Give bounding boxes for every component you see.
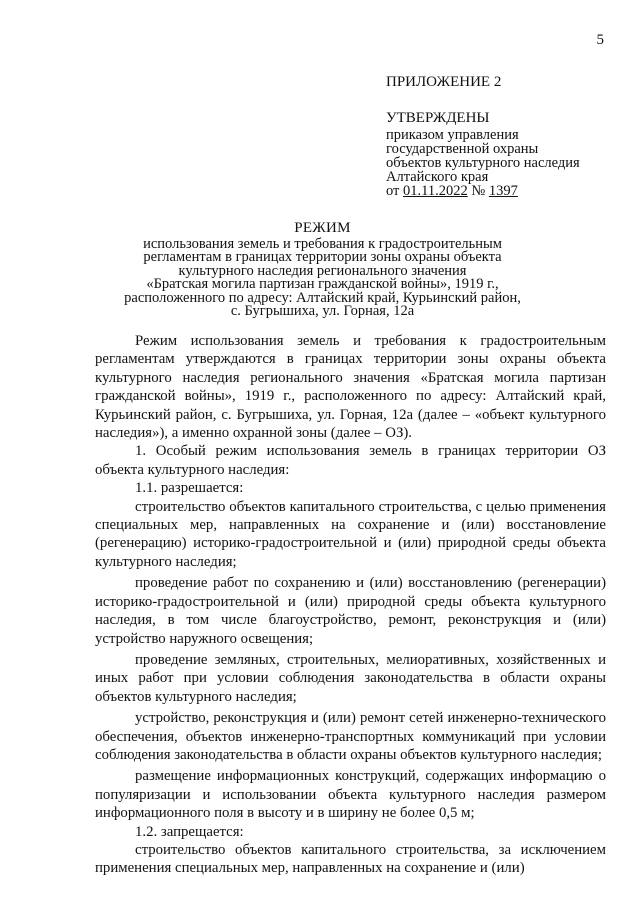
approval-block — [386, 111, 626, 198]
paragraph: размещение информационных конструкций, содержащих информацию о популяризации и использовании объекта культурного наследия размером информационного поля в высоту и в ширину не более 0,5 м; — [95, 768, 606, 822]
approval-number: 1397 — [488, 183, 518, 199]
title-heading: РЕЖИМ — [294, 220, 351, 236]
number-sign: № — [467, 183, 489, 199]
approval-line: Алтайского края — [386, 169, 489, 185]
paragraph: 1. Особый режим использования земель в границах территории ОЗ объекта культурного наследия: — [95, 443, 606, 478]
approval-line: государственной охраны — [386, 141, 539, 157]
page-number: 5 — [596, 32, 604, 48]
approval-date-line — [386, 184, 626, 198]
title-line: использования земель и требования к градостроительным — [143, 235, 502, 252]
approval-date: 01.11.2022 — [403, 183, 468, 199]
approval-line: приказом управления — [386, 127, 519, 143]
title-line: культурного наследия регионального значения — [178, 262, 467, 279]
paragraph: проведение работ по сохранению и (или) восстановлению (регенерации) историко-градостроительной и (или) природной среды объекта культурного наследия, в том числе благоустройство, ремонт, реконструкция и (или) устройство наружного освещения; — [95, 575, 606, 647]
paragraph: проведение земляных, строительных, мелиоративных, хозяйственных и иных работ при условии соблюдения законодательства в области охраны объектов культурного наследия; — [95, 651, 606, 705]
paragraph: строительство объектов капитального строительства, за исключением применения специальных мер, направленных на сохранение и (или) — [95, 841, 606, 877]
document-title — [90, 222, 555, 319]
paragraph: 1.2. запрещается: — [135, 823, 244, 840]
approval-line: объектов культурного наследия — [386, 155, 580, 171]
approval-heading: УТВЕРЖДЕНЫ — [386, 110, 490, 126]
appendix-label: ПРИЛОЖЕНИЕ 2 — [386, 74, 502, 90]
title-line: расположенного по адресу: Алтайский край, Курьинский район, — [124, 289, 521, 306]
paragraph: строительство объектов капитального строительства, с целью применения специальных мер, направленных на сохранение и (или) восстановление (регенерацию) историко-градостроительной и (или) природной среды объекта культурного наследия; — [95, 498, 606, 570]
document-body — [95, 332, 606, 878]
paragraph: Режим использования земель и требования к градостроительным регламентам утверждаются в границах территории зоны охраны объекта культурного наследия регионального значения «Братская могила партизан гражданской войны», 1919 г., расположенного по адресу: Алтайский край, Курьинский район, с. Бугрышиха, ул. Горная, 12а (далее – «объект культурного наследия»), а именно охранной зоны (далее – ОЗ). — [95, 333, 606, 442]
title-line: «Братская могила партизан гражданской войны», 1919 г., — [146, 276, 499, 292]
date-prefix: от — [386, 183, 404, 199]
paragraph: 1.1. разрешается: — [135, 480, 244, 497]
title-line: с. Бугрышиха, ул. Горная, 12а — [230, 303, 415, 319]
paragraph: устройство, реконструкция и (или) ремонт сетей инженерно-технического обеспечения, объектов инженерно-транспортных коммуникаций при условии соблюдения законодательства в области охраны объектов культурного наследия; — [95, 710, 606, 763]
title-line: регламентам в границах территории зоны охраны объекта — [143, 249, 502, 265]
